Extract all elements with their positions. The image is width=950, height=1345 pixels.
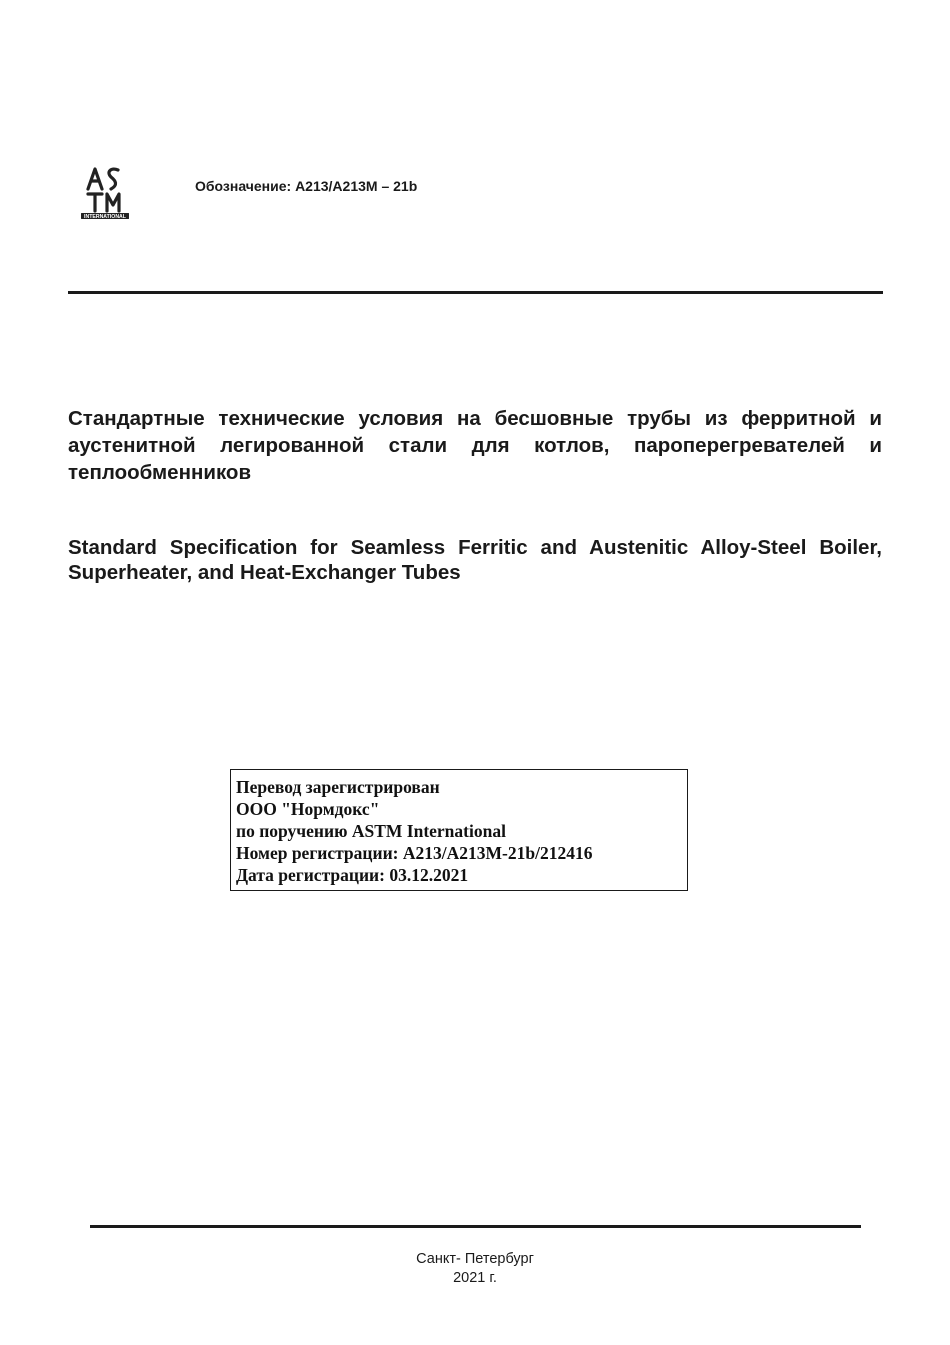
logo-subtext: INTERNATIONAL xyxy=(84,214,126,220)
title-russian: Стандартные технические условия на бесшовные трубы из ферритной и аустенитной легированной стали для котлов, пароперегревателей и теплообменников xyxy=(68,407,882,484)
registration-line-3: по поручению ASTM International xyxy=(236,821,506,841)
registration-date: Дата регистрации: 03.12.2021 xyxy=(236,865,469,885)
footer xyxy=(0,1250,950,1288)
registration-line-2: ООО "Нормдокс" xyxy=(236,799,380,819)
designation: Обозначение: A213/A213M – 21b xyxy=(195,178,418,194)
registration-line-1: Перевод зарегистрирован xyxy=(236,777,440,797)
astm-logo xyxy=(78,163,132,223)
bottom-divider xyxy=(90,1225,861,1228)
title-english: Standard Specification for Seamless Ferritic and Austenitic Alloy-Steel Boiler, Superheater, and Heat-Exchanger Tubes xyxy=(68,536,882,584)
registration-number: Номер регистрации: A213/A213M-21b/212416 xyxy=(236,843,593,863)
footer-city: Санкт- Петербург xyxy=(416,1251,534,1267)
footer-year: 2021 г. xyxy=(453,1270,497,1286)
top-divider xyxy=(68,291,883,294)
registration-box xyxy=(230,769,688,891)
astm-logo-icon xyxy=(78,163,132,223)
